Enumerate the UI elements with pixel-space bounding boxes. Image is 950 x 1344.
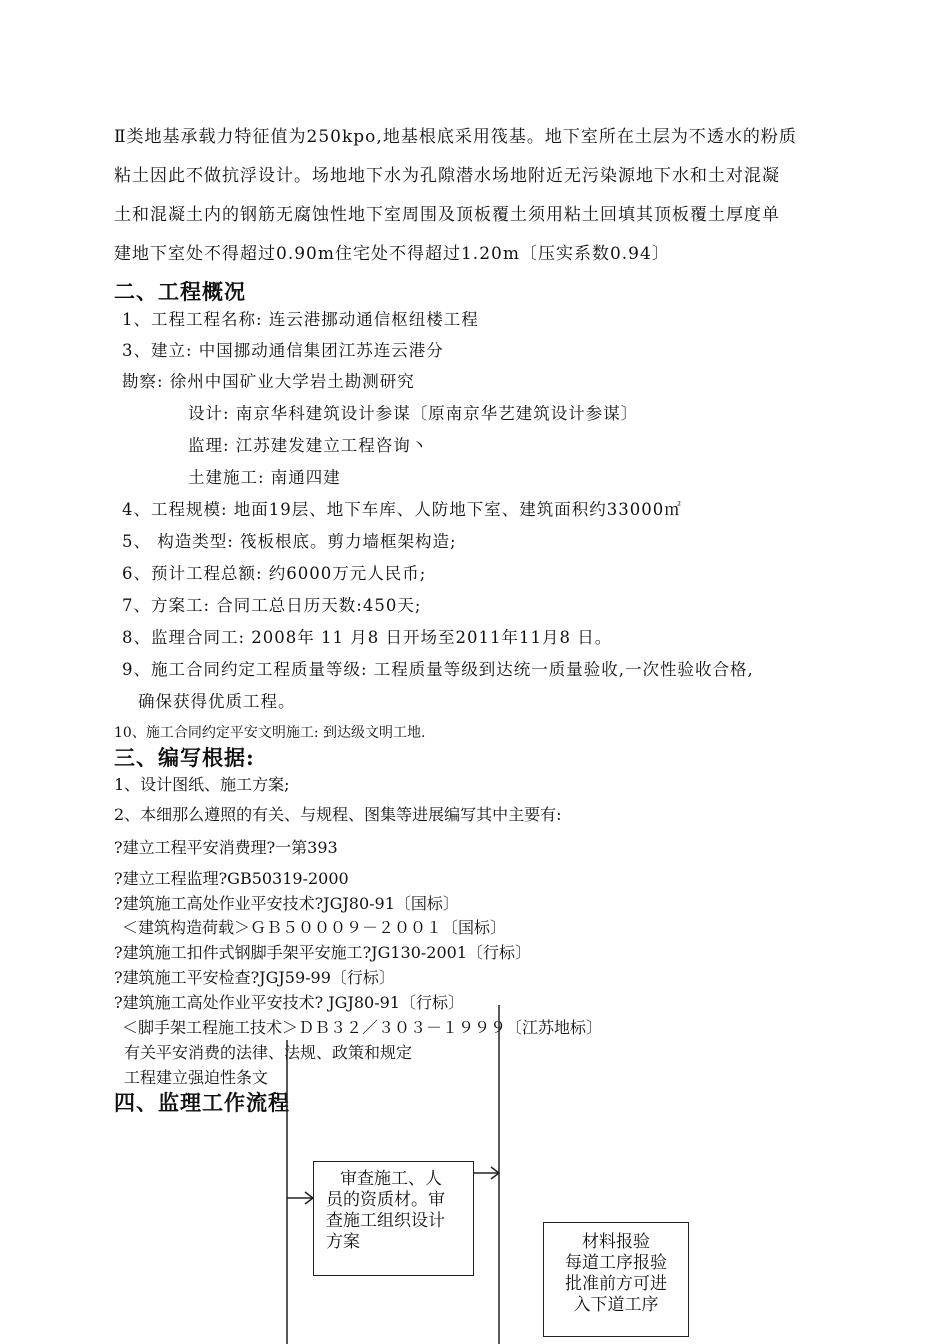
material-inspection-box (543, 1222, 689, 1337)
overview-item: 监理: 江苏建发建立工程咨询丶 (188, 436, 429, 455)
overview-item: 设计: 南京华科建筑设计参谋〔原南京华艺建筑设计参谋〕 (188, 404, 639, 423)
basis-item: ?建立工程平安消费理?一第393 (114, 838, 338, 857)
basis-item: ?建立工程监理?GB50319-2000 (114, 869, 349, 888)
overview-item: 3、建立: 中国挪动通信集团江苏连云港分 (122, 341, 444, 360)
overview-item: 6、预计工程总额: 约6000万元人民币; (122, 564, 427, 583)
intro-line-3: 土和混凝土内的钢筋无腐蚀性地下室周围及顶板覆土须用粘土回填其顶板覆土厚度单 (114, 205, 780, 225)
section2-heading: 二、工程概况 (114, 279, 246, 304)
section4-heading: 四、监理工作流程 (114, 1090, 290, 1115)
overview-item: 8、监理合同工: 2008年 11 月8 日开场至2011年11月8 日。 (122, 628, 613, 647)
box2-line: 材料报验 (582, 1232, 650, 1251)
box1-line: 员的资质材。审 (326, 1190, 445, 1209)
basis-item: 有关平安消费的法律、法规、政策和规定 (124, 1045, 413, 1062)
basis-item: ?建筑施工高处作业平安技术?JGJ80-91〔国标〕 (114, 894, 459, 913)
overview-item: 10、施工合同约定平安文明施工: 到达级文明工地. (114, 725, 426, 741)
section3-heading: 三、编写根据: (114, 745, 255, 770)
basis-item: 2、本细那么遵照的有关、与规程、图集等进展编写其中主要有: (114, 805, 562, 824)
basis-item: ?建筑施工扣件式钢脚手架平安施工?JG130-2001〔行标〕 (114, 943, 532, 962)
overview-item: 4、工程规模: 地面19层、地下车库、人防地下室、建筑面积约33000㎡ (122, 500, 682, 519)
basis-item: 工程建立强迫性条文 (124, 1070, 269, 1087)
overview-item: 确保获得优质工程。 (138, 692, 296, 711)
overview-item: 勘察: 徐州中国矿业大学岩土勘测研究 (122, 372, 415, 391)
box2-line: 入下道工序 (573, 1295, 659, 1314)
basis-item: ＜建筑构造荷载＞ＧＢ５０００９－２００１〔国标〕 (122, 918, 507, 937)
overview-item: 5、 构造类型: 筏板根底。剪力墙框架构造; (122, 532, 457, 551)
box1-line: 审查施工、人 (340, 1169, 442, 1188)
intro-line-2: 粘土因此不做抗浮设计。场地地下水为孔隙潜水场地附近无污染源地下水和土对混凝 (114, 166, 780, 186)
intro-line-4: 建地下室处不得超过0.90m住宅处不得超过1.20m〔压实系数0.94〕 (114, 244, 670, 264)
box2-line: 每道工序报验 (565, 1253, 667, 1272)
overview-item: 1、工程工程名称: 连云港挪动通信枢纽楼工程 (122, 310, 479, 329)
overview-item: 土建施工: 南通四建 (188, 468, 341, 487)
box1-line: 查施工组织设计 (326, 1211, 445, 1230)
review-qualification-box (313, 1161, 474, 1276)
overview-item: 9、施工合同约定工程质量等级: 工程质量等级到达统一质量验收,一次性验收合格, (122, 660, 754, 679)
box1-line: 方案 (326, 1232, 360, 1251)
box2-line: 批准前方可进 (565, 1274, 667, 1293)
basis-item: ?建筑施工平安检查?JGJ59-99〔行标〕 (114, 968, 395, 987)
basis-item: ?建筑施工高处作业平安技术? JGJ80-91〔行标〕 (114, 993, 464, 1012)
basis-item: ＜脚手架工程施工技术＞ＤＢ３２／３０３－１９９９〔江苏地标〕 (122, 1018, 603, 1037)
overview-item: 7、方案工: 合同工总日历天数:450天; (122, 596, 422, 615)
intro-line-1: Ⅱ类地基承载力特征值为250kpo,地基根底采用筏基。地下室所在土层为不透水的粉质 (114, 127, 797, 147)
basis-item: 1、设计图纸、施工方案; (114, 775, 290, 794)
